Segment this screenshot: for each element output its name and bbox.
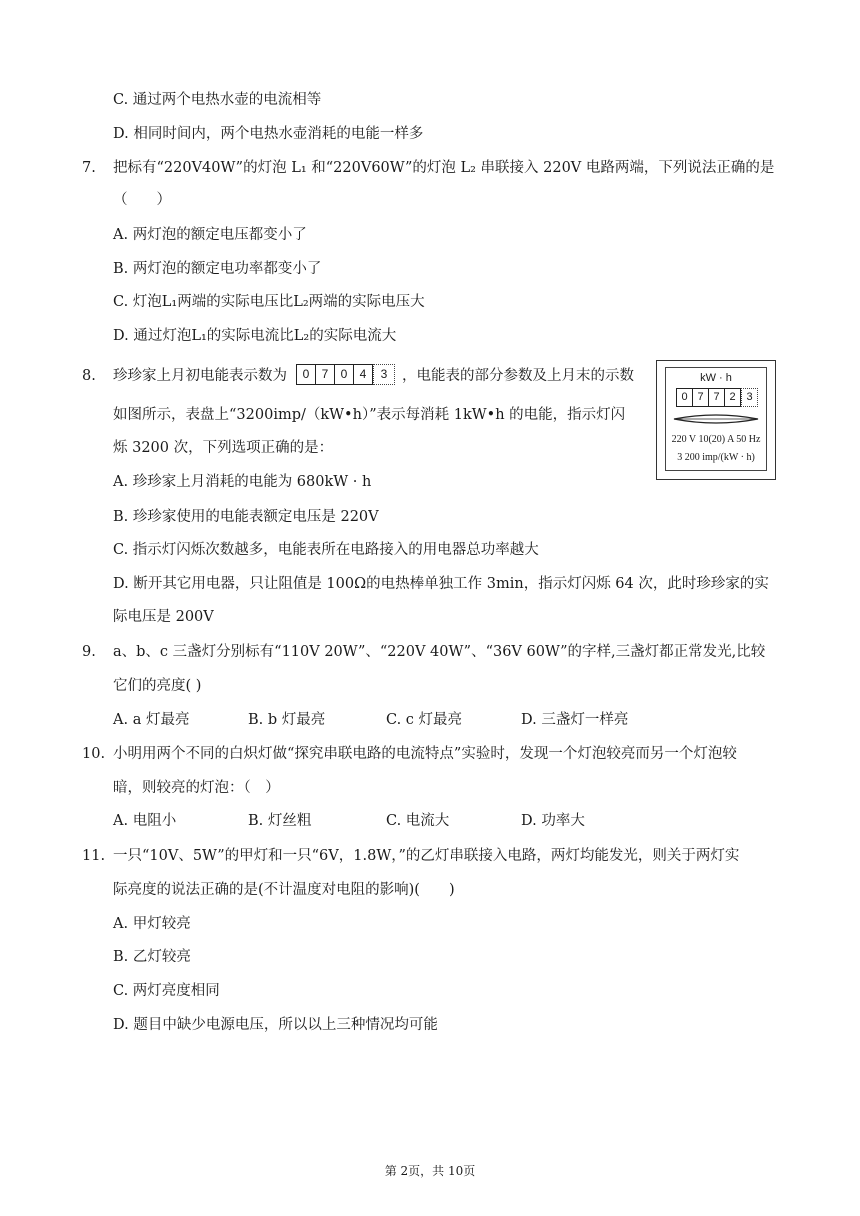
meter-digit: 0 (676, 388, 692, 407)
q7-option-a: A. 两灯泡的额定电压都变小了 (113, 227, 307, 243)
meter-panel (665, 367, 767, 471)
q7-option-c: C. 灯泡L₁两端的实际电压比L₂两端的实际电压大 (113, 294, 425, 310)
digit: 7 (315, 364, 334, 385)
q8-option-d-line1: D. 断开其它用电器，只让阻值是 100Ω的电热棒单独工作 3min，指示灯闪烁 64 次，此时珍珍家的实 (113, 576, 769, 592)
q9-option-d: D. 三盏灯一样亮 (521, 712, 629, 728)
q7-option-b: B. 两灯泡的额定电功率都变小了 (113, 261, 322, 277)
meter-digit-decimal: 3 (741, 388, 758, 407)
q8-stem-line2: 如图所示，表盘上“3200imp/（kW•h）”表示每消耗 1kW•h 的电能，指示灯闪 (113, 407, 626, 423)
q6-option-d: D. 相同时间内，两个电热水壶消耗的电能一样多 (113, 126, 424, 142)
q9-stem-line1: a、b、c 三盏灯分别标有“110V 20W”、“220V 40W”、“36V 60W”的字样,三盏灯都正常发光,比较 (113, 644, 766, 660)
q7-number: 7. (82, 160, 96, 176)
q8-option-d-line2: 际电压是 200V (113, 609, 214, 625)
q10-number: 10. (82, 746, 106, 762)
q9-option-a: A. a 灯最亮 (113, 712, 190, 728)
q10-stem-line1: 小明用两个不同的白炽灯做“探究串联电路的电流特点”实验时，发现一个灯泡较亮而另一个灯泡较 (113, 746, 737, 762)
digit-decimal: 3 (373, 364, 395, 385)
page-footer: 第 2页，共 10页 (384, 1164, 476, 1178)
q9-option-c: C. c 灯最亮 (386, 712, 463, 728)
meter-digit: 2 (724, 388, 741, 407)
q9-stem-line2: 它们的亮度( ) (113, 678, 202, 694)
q10-option-a: A. 电阻小 (113, 813, 177, 829)
q9-option-b: B. b 灯最亮 (248, 712, 326, 728)
meter-unit: kW · h (700, 372, 732, 384)
digit: 4 (353, 364, 373, 385)
q6-option-c: C. 通过两个电热水壶的电流相等 (113, 92, 322, 108)
meter-reading-start (296, 364, 398, 385)
q8-option-c: C. 指示灯闪烁次数越多，电能表所在电路接入的用电器总功率越大 (113, 542, 539, 558)
q10-option-c: C. 电流大 (386, 813, 450, 829)
q8-number: 8. (82, 368, 96, 384)
q8-option-a: A. 珍珍家上月消耗的电能为 680kW · h (113, 474, 372, 490)
q11-stem-line2: 际亮度的说法正确的是(不计温度对电阻的影响)( ) (113, 882, 455, 898)
q11-option-d: D. 题目中缺少电源电压，所以以上三种情况均可能 (113, 1017, 438, 1033)
digit: 0 (296, 364, 315, 385)
q8-option-b: B. 珍珍家使用的电能表额定电压是 220V (113, 509, 379, 525)
meter-digits (676, 388, 758, 407)
q7-stem-line2: （ ） (113, 192, 171, 208)
q11-option-b: B. 乙灯较亮 (113, 949, 191, 965)
q8-stem-part2: ，电能表的部分参数及上月末的示数 (402, 368, 634, 384)
q10-option-d: D. 功率大 (521, 813, 585, 829)
digit: 0 (334, 364, 353, 385)
electric-meter-figure (656, 360, 776, 480)
q10-stem-line2: 暗，则较亮的灯泡：（ ） (113, 780, 280, 796)
meter-disc-icon (672, 412, 760, 426)
q8-stem-line3: 烁 3200 次，下列选项正确的是： (113, 440, 334, 456)
q11-option-a: A. 甲灯较亮 (113, 916, 191, 932)
meter-spec-rating: 220 V 10(20) A 50 Hz (671, 434, 761, 445)
meter-digit: 7 (692, 388, 708, 407)
q11-number: 11. (82, 848, 106, 864)
q11-option-c: C. 两灯亮度相同 (113, 983, 220, 999)
q7-option-d: D. 通过灯泡L₁的实际电流比L₂的实际电流大 (113, 328, 397, 344)
meter-spec-imp: 3 200 imp/(kW · h) (677, 452, 755, 463)
q7-stem-line1: 把标有“220V40W”的灯泡 L₁ 和“220V60W”的灯泡 L₂ 串联接入 220V 电路两端，下列说法正确的是 (113, 160, 775, 176)
q8-stem-part1: 珍珍家上月初电能表示数为 (113, 368, 287, 384)
q9-number: 9. (82, 644, 96, 660)
q10-option-b: B. 灯丝粗 (248, 813, 312, 829)
meter-digit: 7 (708, 388, 724, 407)
q11-stem-line1: 一只“10V、5W”的甲灯和一只“6V，1.8W，”的乙灯串联接入电路，两灯均能发光，则关于两灯实 (113, 848, 740, 864)
